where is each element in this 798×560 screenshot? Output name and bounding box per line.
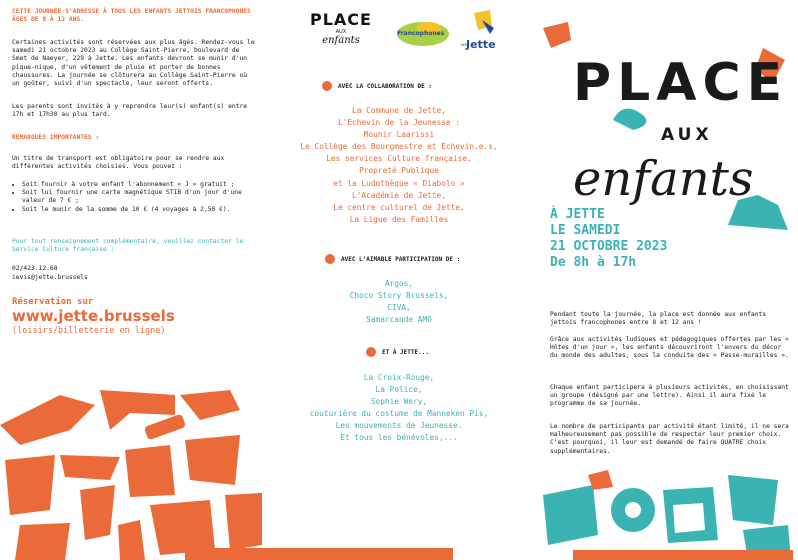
francophones-text: Francophones	[397, 30, 445, 37]
collaboration-heading: AVEC LA COLLABORATION DE :	[338, 83, 432, 90]
target-audience-heading: CETTE JOURNÉE S'ADRESSE À TOUS LES ENFANTS JETTOIS FRANCOPHONES ÂGÉS DE 8 À 12 ANS.	[12, 8, 251, 24]
place-aux-enfants-logo	[305, 10, 377, 46]
info-text: Pour tout renseignement complémentaire, veuillez contacter le Service Culture française :	[12, 238, 244, 254]
jette-icon	[460, 8, 504, 38]
phone-number: 02/423.12.68	[12, 265, 58, 272]
francophones-logo	[395, 20, 451, 48]
jette-dot-icon	[366, 347, 376, 357]
jette-heading: ET À JETTE...	[382, 349, 429, 356]
list-item: Choco Story Brussels,	[349, 291, 449, 301]
participation-dot-icon	[325, 254, 335, 264]
bullet-item: • Soit le munir de la somme de 10 € (4 voyages à 2,50 €).	[22, 206, 257, 214]
participation-list	[265, 278, 533, 326]
list-item: Sophie Wery,	[370, 397, 428, 407]
collaboration-dot-icon	[322, 81, 332, 91]
remarks-heading: REMARQUES IMPORTANTES :	[12, 134, 100, 141]
jette-logo	[460, 8, 504, 53]
jette-name: Jette	[466, 38, 496, 51]
remarks-intro: Un titre de transport est obligatoire pour se rendre aux différentes activités choisies. Vous pouvez :	[12, 155, 225, 171]
list-item: La Police,	[375, 385, 423, 395]
list-item: Le Collège des Bourgmestre et Echevin.e.s,	[300, 142, 498, 152]
logo-place-text: PLACE	[310, 10, 372, 29]
jette-list	[265, 372, 533, 445]
reservation-link[interactable]: www.jette.brussels	[12, 307, 175, 325]
participation-heading: AVEC L'AIMABLE PARTICIPATION DE :	[341, 256, 461, 263]
right-paragraph-4: Le nombre de participants par activité étant limité, il ne sera malheureusement pas possible de respecter leur premier choix. C'est pourquoi, il leur est demandé de faire QUATRE choix supplémentaires.	[550, 423, 789, 455]
list-item: Les mouvements de Jeunesse.	[335, 421, 463, 431]
right-paragraph-1: Pendant toute la journée, la place est donnée aux enfants jettois francophones entre 8 et 12 ans !	[550, 311, 767, 327]
right-panel	[533, 0, 798, 560]
title-aux: AUX	[661, 125, 713, 145]
orange-accent-shape	[543, 22, 571, 48]
list-item: La Ligue des Familles	[349, 214, 449, 224]
event-date: 21 OCTOBRE 2023	[550, 239, 668, 254]
bullet-item: • Soit lui fournir une carte magnétique STIB d'un jour d'une valeur de 7 € ;	[22, 189, 257, 205]
logo-aux-text: AUX	[335, 29, 347, 35]
reservation-subtitle: (loisirs/billetterie en ligne)	[12, 326, 166, 336]
event-hours: De 8h à 17h	[550, 255, 637, 270]
jette-postcode: 1090	[460, 43, 469, 47]
list-item: L'Académie de Jette,	[352, 190, 446, 200]
list-item: Samarcande AMO	[366, 315, 432, 325]
title-place: PLACE	[573, 53, 789, 113]
right-paragraph-2: Grâce aux activités ludiques et pédagogiques offertes par les « Hôtes d'un jour », les enfants découvriront l'envers du décor du monde des adultes, sous la conduite des « Passe-murailles ».	[550, 336, 789, 360]
list-item: Propreté Publique	[359, 166, 439, 176]
middle-panel	[265, 0, 533, 560]
list-item: Mounir Laarissi	[363, 130, 435, 140]
reservation-label: Réservation sur	[12, 297, 94, 307]
title-artwork	[533, 0, 798, 240]
list-item: et la Ludothèque « Diabolo »	[333, 178, 465, 188]
transport-bullets	[12, 181, 257, 214]
list-item: La Croix-Rouge,	[363, 373, 435, 382]
parents-paragraph: Les parents sont invités à y reprendre leur(s) enfant(s) entre 17h et 17h30 au plus tard.	[12, 103, 248, 119]
title-enfants: enfants	[573, 151, 754, 207]
event-info	[550, 207, 667, 271]
list-item: La Commune de Jette,	[352, 106, 446, 115]
list-item: couturière du costume de Manneken Pis,	[309, 409, 489, 419]
list-item: Le centre culturel de Jette,	[333, 202, 465, 212]
list-item: Et tous les bénévoles,...	[340, 433, 458, 443]
event-location: À JETTE	[550, 207, 605, 222]
left-panel	[0, 0, 265, 560]
middle-bottom-band	[185, 548, 453, 560]
event-day: LE SAMEDI	[550, 223, 621, 238]
logo-enfants-text: enfants	[322, 35, 360, 46]
bullet-item: • Soit fournir à votre enfant l'abonnement « J » gratuit ;	[22, 181, 257, 189]
collaboration-list	[265, 105, 533, 226]
left-decorative-shapes	[0, 385, 265, 560]
list-item: Les services Culture française,	[326, 154, 472, 164]
right-decorative-shapes	[533, 465, 798, 560]
list-item: CIVA,	[387, 303, 411, 313]
right-paragraph-3: Chaque enfant participera à plusieurs activités, en choisissant un groupe (désigné par une lettre). Ainsi il aura fixé le programme de sa journée.	[550, 384, 789, 408]
email-address[interactable]: ievis@jette.brussels	[12, 274, 88, 281]
list-item: Argos,	[384, 279, 414, 288]
list-item: L'Echevin de la Jeunesse :	[337, 118, 461, 128]
intro-paragraph: Certaines activités sont réservées aux plus âgés. Rendez-vous le samedi 21 octobre 2023 au Collège Saint-Pierre, boulevard de Smet de Naeyer, 229 à Jette. Les enfants devront se munir d'un pique-nique, d'un vêtement de pluie et porter de bonnes chaussures. La journée se clôturera au Collège Saint-Pierre où un goûter, suivi d'un spectacle, leur seront offerts.	[12, 39, 255, 88]
